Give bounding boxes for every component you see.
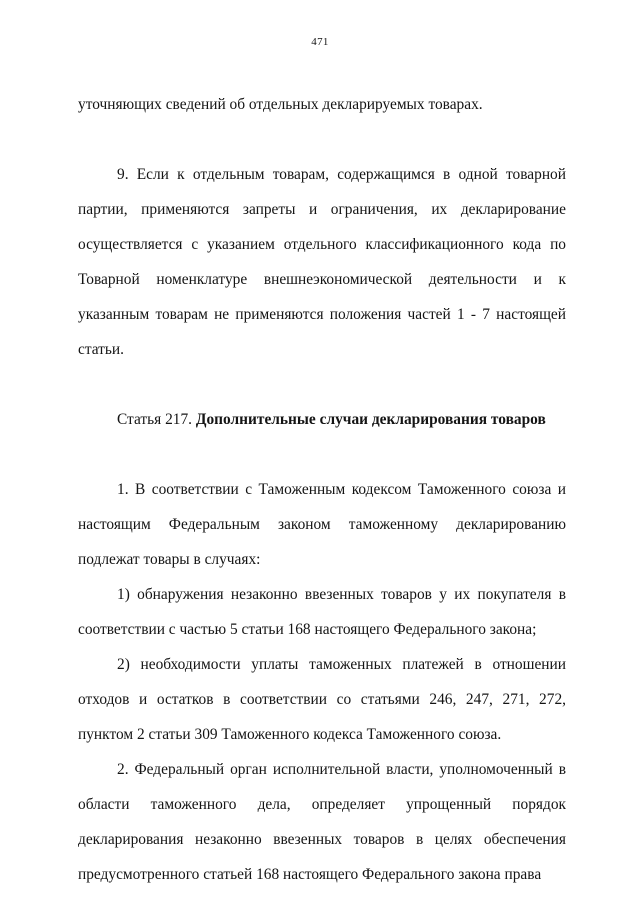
paragraph-item-9: 9. Если к отдельным товарам, содержащимся в одной товарной партии, применяются запреты и ограничения, их декларирование осуществляется с указанием отдельного классификационного кода по Товарной номенклатуре внешнеэкономической деятельности и к указанным товарам не применяются положения частей 1 - 7 настоящей статьи. <box>78 166 566 358</box>
paragraph-continuation: уточняющих сведений об отдельных декларируемых товарах. <box>78 96 483 113</box>
page-number: 471 <box>311 36 329 48</box>
paragraph-item-1: 1. В соответствии с Таможенным кодексом Таможенного союза и настоящим Федеральным законом таможенному декларированию подлежат товары в случаях: <box>78 481 566 568</box>
document-body <box>78 87 566 892</box>
paragraph-item-2: 2. Федеральный орган исполнительной власти, уполномоченный в области таможенного дела, определяет упрощенный порядок декларирования незаконно ввезенных товаров в целях обеспечения предусмотренного статьей 168 настоящего Федерального закона права <box>78 761 566 883</box>
article-title: Дополнительные случаи декларирования товаров <box>195 411 546 428</box>
article-heading <box>78 402 566 437</box>
paragraph-subitem-1: 1) обнаружения незаконно ввезенных товаров у их покупателя в соответствии с частью 5 статьи 168 настоящего Федерального закона; <box>78 586 566 638</box>
paragraph-subitem-2: 2) необходимости уплаты таможенных платежей в отношении отходов и остатков в соответствии со статьями 246, 247, 271, 272, пунктом 2 статьи 309 Таможенного кодекса Таможенного союза. <box>78 656 566 743</box>
article-label: Статья 217. <box>117 411 193 428</box>
